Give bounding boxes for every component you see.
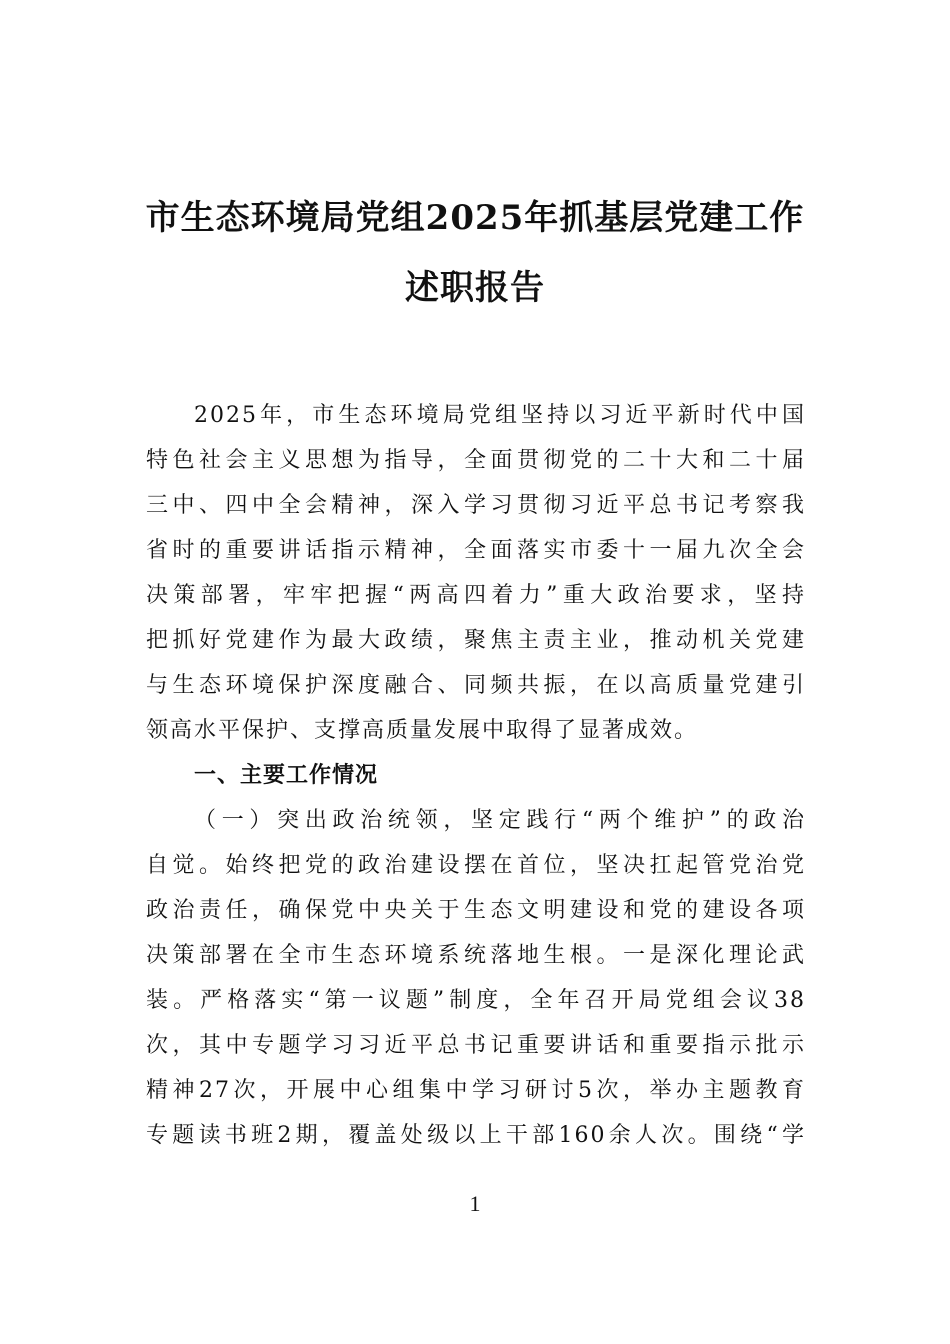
paragraph-line: 决策部署在全市生态环境系统落地生根。一是深化理论武: [146, 943, 806, 968]
document-title-line-1: 市生态环境局党组2025年抓基层党建工作: [145, 198, 805, 238]
paragraph-line: （一）突出政治统领，坚定践行“两个维护”的政治: [194, 808, 806, 833]
page-number: 1: [469, 1191, 481, 1216]
paragraph-line: 与生态环境保护深度融合、同频共振，在以高质量党建引: [146, 673, 806, 698]
paragraph-line: 三中、四中全会精神，深入学习贯彻习近平总书记考察我: [146, 493, 806, 518]
paragraph-line: 特色社会主义思想为指导，全面贯彻党的二十大和二十届: [146, 448, 806, 473]
intro-paragraph: [146, 393, 806, 753]
paragraph-line: 把抓好党建作为最大政绩，聚焦主责主业，推动机关党建: [146, 628, 806, 653]
paragraph-line: 专题读书班2期，覆盖处级以上干部160余人次。围绕“学: [146, 1123, 806, 1148]
document-title-line-2: 述职报告: [405, 268, 545, 308]
paragraph-line: 政治责任，确保党中央关于生态文明建设和党的建设各项: [146, 898, 806, 923]
paragraph-line: 省时的重要讲话指示精神，全面落实市委十一届九次全会: [146, 538, 806, 563]
paragraph-line: 2025年，市生态环境局党组坚持以习近平新时代中国: [194, 403, 806, 428]
paragraph-line: 领高水平保护、支撑高质量发展中取得了显著成效。: [146, 718, 699, 743]
paragraph-line: 次，其中专题学习习近平总书记重要讲话和重要指示批示: [146, 1033, 806, 1058]
section-1-1-paragraph: [146, 798, 806, 1158]
paragraph-line: 自觉。始终把党的政治建设摆在首位，坚决扛起管党治党: [146, 853, 806, 878]
paragraph-line: 决策部署，牢牢把握“两高四着力”重大政治要求，坚持: [146, 583, 806, 608]
document-body: [146, 393, 806, 1158]
paragraph-line: 装。严格落实“第一议题”制度，全年召开局党组会议38: [146, 988, 806, 1013]
paragraph-line: 精神27次，开展中心组集中学习研讨5次，举办主题教育: [146, 1078, 806, 1103]
section-heading: 一、主要工作情况: [194, 763, 379, 788]
